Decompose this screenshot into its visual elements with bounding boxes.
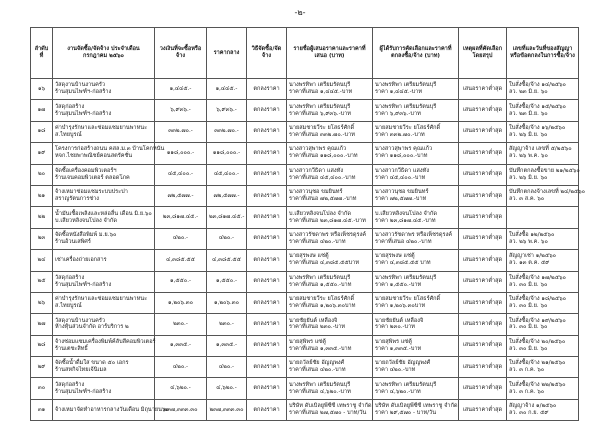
cell-no: ๒๕ [31, 271, 53, 292]
cell-item-line-2: ร้านเตชะสิทธิ์ [55, 345, 88, 352]
cell-bidder-line-1: นางสาวนุชอ ขมยินทร์ [289, 189, 343, 196]
cell-item-line-1: จ้างซ่อมแซมเครื่องพิมพ์ค์ลับสีคอมพิวเตอร์ [55, 338, 156, 345]
cell-contract [507, 207, 579, 228]
cell-winner [373, 121, 459, 142]
cell-item [53, 335, 155, 356]
cell-bidder-line-1: นายชัยยันต์ เหลืองจิ [289, 317, 338, 324]
cell-bidder-line-1: นายสมชายวีระ ยโสธร์ศักดิ์ [289, 124, 355, 131]
table-row [31, 399, 579, 420]
header-no: ลำดับที่ [31, 28, 53, 79]
cell-method: ตกลงราคา [247, 100, 287, 121]
cell-item [53, 185, 155, 206]
cell-bidder-line-2: ราคาที่เสนอ ๑,๓๓๕.-บาท [289, 345, 352, 352]
cell-reason: เสนอราคาต่ำสุด [459, 378, 507, 399]
cell-winner-line-2: ราคา ๔,๖๒๐.-บาท [375, 388, 421, 395]
cell-bidder-line-2: ราคาที่เสนอ ๔๒๐.-บาท [289, 238, 346, 245]
cell-contract [507, 314, 579, 335]
cell-bidder [287, 250, 373, 271]
cell-winner-line-2: ราคา ๑,๕๕๐.-บาท [375, 281, 422, 288]
cell-contract-line-2: ลว. ๓ ก.ค. ๖๐ [509, 388, 545, 395]
cell-item-line-2: ส.ไทยบูรณ์ [55, 303, 82, 310]
cell-contract-line-2: ลว. ๒๖ มิ.ย. ๖๐ [509, 174, 548, 181]
cell-item-line-1: วัสดุงานบ้านงานครัว [55, 82, 105, 89]
cell-contract-line-2: ลว. ๒๓ มิ.ย. ๖๐ [509, 110, 548, 117]
cell-item-line-2: สราญรัตนการช่าง [55, 196, 99, 203]
cell-winner-line-2: ราคา ๑,๔๔๕.-บาท [375, 89, 423, 96]
cell-bidder-line-1: นางพรทิพา เตรียมรัตนบุรี [289, 274, 351, 281]
cell-bidder [287, 164, 373, 185]
cell-bidder-line-1: นางพรทิพา เตรียมรัตนบุรี [289, 82, 351, 89]
cell-contract [507, 228, 579, 249]
cell-winner-line-1: นางสาวนุชอ ขมยินทร์ [375, 189, 429, 196]
cell-winner-line-2: ราคา ๑,๓๓๕.-บาท [375, 345, 422, 352]
cell-item-line-2: ร้านสุมนไพฑ์ฯ-ก่อสร้าง [55, 110, 112, 117]
cell-median-price: ๔,๓๘๕.๕๕ [207, 250, 247, 271]
cell-winner [373, 314, 459, 335]
header-row [31, 28, 579, 79]
cell-item-line-2: ร้านสุมนไพฑ์ฯ-ก่อสร้าง [55, 281, 112, 288]
cell-item-line-2: ร้านสุมนไพฑ์ฯ-ก่อสร้าง [55, 89, 112, 96]
cell-winner-line-1: นางพรทิพา เตรียมรัตนบุรี [375, 103, 437, 110]
cell-item [53, 271, 155, 292]
cell-contract [507, 143, 579, 164]
cell-contract-line-1: ใบสั่งซื้อ/จ้าง ๑๙/๒๕๖๐ [509, 317, 566, 324]
cell-budget: ๒๓๗,๓๓๓.๓๐ [155, 399, 207, 420]
cell-winner-line-2: ราคา ๒๓,๘๑๗.๔๕.-บาท [375, 217, 436, 224]
cell-winner-line-1: นายสุพิพร แซ่ตู้ [375, 338, 412, 345]
table-row [31, 250, 579, 271]
cell-method: ตกลงราคา [247, 228, 287, 249]
cell-winner-line-1: นางสาวสุพาพร คุณแก้ว [375, 146, 433, 153]
table-row [31, 335, 579, 356]
cell-item [53, 121, 155, 142]
cell-contract-line-1: ใบสั่งซื้อ/จ้าง ๑๕/๒๕๖๐ [509, 103, 566, 110]
cell-bidder-line-1: นางสาวกวีธิดา แสงทัง [289, 167, 344, 174]
cell-item [53, 164, 155, 185]
cell-item-line-1: วัสดุก่อสร้าง [55, 381, 85, 388]
cell-winner-line-1: นางพรทิพา เตรียมรัตนบุรี [375, 274, 437, 281]
cell-budget: ๒๓๐.- [155, 314, 207, 335]
cell-winner-line-1: นายชัยยันต์ เหลืองจิ [375, 317, 424, 324]
table-row [31, 207, 579, 228]
cell-contract [507, 399, 579, 420]
cell-item-line-1: น้ำมันเชื้อเพลิงและหล่อลื่น เดือน มิ.ย.๖๐ [55, 210, 152, 217]
cell-budget: ๔,๓๘๕.๕๕ [155, 250, 207, 271]
cell-no: ๒๔ [31, 250, 53, 271]
cell-winner-line-2: ราคา ๔,๓๘๕.๕๕ บาท [375, 260, 431, 267]
cell-bidder-line-1: บริษัท ดับเบิลยูพีซีซี เทพราชู จำกัด [289, 403, 372, 410]
cell-contract-line-2: ลว. ๓๐ มิ.ย. ๖๐ [509, 324, 548, 331]
cell-budget: ๔,๖๒๐.- [155, 378, 207, 399]
header-method: วิธีจัดซื้อ/จัดจ้าง [247, 28, 287, 79]
cell-no: ๒๙ [31, 357, 53, 378]
cell-method: ตกลงราคา [247, 164, 287, 185]
cell-winner [373, 164, 459, 185]
cell-budget: ๔๕,๔๐๐.- [155, 164, 207, 185]
cell-item-line-2: ห้างหุ้นส่วนจำกัด อาร์บริการ ๒ [55, 324, 129, 331]
cell-winner-line-2: ราคา ๓๓๒.๗๐.-บาท [375, 131, 425, 138]
cell-contract-line-1: ใบสั่งซื้อ/จ้าง ๒๑/๒๕๖๐ [509, 360, 566, 367]
header-budget: วงเงินที่จะซื้อหรือจ้าง [155, 28, 207, 79]
cell-reason: เสนอราคาต่ำสุด [459, 100, 507, 121]
cell-contract-line-2: ลว. ๓ ก.ค. ๖๐ [509, 367, 545, 374]
cell-method: ตกลงราคา [247, 335, 287, 356]
cell-winner [373, 100, 459, 121]
cell-item [53, 399, 169, 420]
cell-contract-line-2: ลว. ๓๐ มิ.ย. ๖๐ [509, 281, 548, 288]
cell-budget: ๒๓,๘๑๗.๔๕.- [155, 207, 207, 228]
cell-item [53, 79, 155, 100]
header-item: งานจัดซื้อ/จัดจ้าง ประจำเดือน กรกฎาคม ๒๕๖๐ [53, 28, 155, 79]
cell-item-line-2: หจก.ไชยพาพณิชย์คอนสตรัคชั่น [55, 153, 133, 160]
cell-winner [373, 399, 459, 420]
cell-bidder [287, 79, 373, 100]
cell-no: ๒๓ [31, 228, 53, 249]
cell-median-price: ๒๓๗,๓๓๓.๓๐ [207, 399, 247, 420]
cell-contract [507, 164, 579, 185]
cell-contract-line-2: ลว. ๓ ส.ค. ๖๐ [509, 196, 545, 203]
table-row [31, 143, 579, 164]
table-row [31, 292, 579, 313]
cell-contract-line-1: บันทึกตกลงจ้างเลขที่ ๒๔/๒๕๖๐ [509, 189, 586, 196]
cell-winner [373, 79, 459, 100]
cell-contract-line-1: ใบสั่งซื้อ ๑๒/๒๕๖๐ [509, 231, 555, 238]
cell-contract-line-2: ลว. ๒๖ พ.ค. ๖๐ [509, 238, 548, 245]
cell-contract [507, 335, 579, 356]
cell-no: ๑๗ [31, 100, 53, 121]
cell-winner [373, 335, 459, 356]
cell-bidder-line-2: ราคาที่เสนอ ๔,๓๘๕.๕๕บาท [289, 260, 360, 267]
cell-bidder [287, 143, 373, 164]
cell-winner-line-2: ราคา ๑,๒๐๖.๓๐บาท [375, 303, 426, 310]
cell-reason: เสนอราคาต่ำสุด [459, 207, 507, 228]
cell-no: ๑๘ [31, 121, 53, 142]
cell-contract-line-2: ลว. ๓๐ มิ.ย. ๖๐ [509, 345, 548, 352]
cell-reason: เสนอราคาต่ำสุด [459, 271, 507, 292]
cell-median-price: ๒๓๐.- [207, 314, 247, 335]
cell-item-line-1: จัดซื้อเครื่องคอมพิวเตอร์ฯ [55, 167, 117, 174]
cell-winner-line-1: นางสาวกวีธิดา แสงทัง [375, 167, 430, 174]
cell-median-price: ๗๒,๕๗๗.- [207, 185, 247, 206]
cell-bidder [287, 121, 373, 142]
cell-no: ๒๐ [31, 164, 53, 185]
cell-item-line-1: จัดซื้อน้ำดื่มใส ขนาด ๕๐ เอกร [55, 360, 129, 367]
cell-bidder-line-2: ราคาที่เสนอ ๓๓๒.๗๐.-บาท [289, 131, 355, 138]
cell-winner-line-2: ราคา ๔๕,๔๐๐.-บาท [375, 174, 426, 181]
cell-budget: ๑,๔๔๕.- [155, 79, 207, 100]
cell-method: ตกลงราคา [247, 250, 287, 271]
cell-winner [373, 207, 459, 228]
cell-item [53, 378, 155, 399]
cell-method: ตกลงราคา [247, 207, 287, 228]
cell-contract-line-2: ลว. ๓๐ มิ.ย. ๖๐ [509, 303, 548, 310]
cell-bidder [287, 378, 373, 399]
cell-item [53, 314, 155, 335]
cell-reason: เสนอราคาต่ำสุด [459, 314, 507, 335]
cell-budget: ๔๒๐.- [155, 228, 207, 249]
cell-item [53, 207, 155, 228]
table-row [31, 378, 579, 399]
cell-item-line-1: ค่าบำรุงรักษาและซ่อมแซมยานพาหนะ [55, 296, 148, 303]
cell-reason: เสนอราคาต่ำสุด [459, 143, 507, 164]
procurement-table [30, 27, 586, 421]
cell-bidder [287, 314, 373, 335]
cell-winner-line-2: ราคาที่เสนอ ๔๒๐.-บาท [375, 238, 432, 245]
cell-bidder [287, 100, 373, 121]
table-row [31, 164, 579, 185]
cell-median-price: ๑,๕๕๐.- [207, 271, 247, 292]
cell-contract-line-1: ใบสั่งซื้อ/จ้าง ๑๘/๒๕๖๐ [509, 296, 567, 303]
cell-contract [507, 271, 579, 292]
cell-budget: ๑,๒๐๖.๓๐ [155, 292, 207, 313]
cell-contract [507, 378, 579, 399]
cell-item [53, 250, 155, 271]
cell-budget: ๑,๓๓๕.- [155, 335, 207, 356]
cell-median-price: ๑,๔๔๕.- [207, 79, 247, 100]
table-row [31, 228, 579, 249]
cell-item-line-2: ร้านสุมนไพฑ์ฯ-ก่อสร้าง [55, 388, 112, 395]
cell-bidder-line-1: นายสุรพงษ แซ่ตู้ [289, 253, 329, 260]
cell-item-line-1: เช่าเครื่องถ่ายเอกสาร [55, 256, 107, 263]
cell-median-price: ๑๑๘,๐๐๐.- [207, 143, 247, 164]
header-reason: เหตุผลที่คัดเลือกโดยสรุป [459, 28, 507, 79]
cell-winner-line-1: นางสาวรัชดาพร หรือเพ็ชรดุรงค์ [375, 231, 452, 238]
cell-reason: เสนอราคาต่ำสุด [459, 292, 507, 313]
cell-item-line-2: บ.เสียวหลิงจนโปลง จำกัด [55, 217, 117, 224]
table-row [31, 271, 579, 292]
cell-item-line-1: วัสดุงานบ้านงานครัว [55, 317, 105, 324]
cell-no: ๒๗ [31, 314, 53, 335]
cell-median-price: ๔๕,๔๐๐.- [207, 164, 247, 185]
cell-method: ตกลงราคา [247, 378, 287, 399]
cell-no: ๒๘ [31, 335, 53, 356]
cell-reason: เสนอราคาต่ำสุด [459, 357, 507, 378]
header-bidders: รายชื่อผู้เสนอราคาและราคาที่เสนอ (บาท) [287, 28, 373, 79]
cell-contract [507, 121, 579, 142]
cell-method: ตกลงราคา [247, 185, 287, 206]
cell-median-price: ๑,๓๓๕.- [207, 335, 247, 356]
cell-reason: เสนอราคาต่ำสุด [459, 250, 507, 271]
cell-item-line-1: วัสดุก่อสร้าง [55, 274, 85, 281]
cell-winner-line-1: นายสุรพงษ แซ่ตู้ [375, 253, 415, 260]
cell-budget: ๔๒๐.- [155, 357, 207, 378]
cell-method: ตกลงราคา [247, 399, 287, 420]
cell-budget: ๓๓๒.๗๐.- [155, 121, 207, 142]
cell-bidder-line-1: นางสาวสุพาพร คุณแก้ว [289, 146, 347, 153]
cell-winner [373, 292, 459, 313]
cell-contract [507, 292, 579, 313]
cell-winner-line-1: บ.เสียวหลิงจนโปลง จำกัด [375, 210, 437, 217]
page-number: -๒- [294, 8, 306, 17]
cell-reason: เสนอราคาต่ำสุด [459, 79, 507, 100]
cell-no: ๒๑ [31, 185, 53, 206]
cell-item-line-2: ส.ไทยบูรณ์ [55, 131, 82, 138]
cell-winner [373, 143, 459, 164]
cell-contract-line-2: ลว. ๓๐ ก.ย. ๕๙ [509, 410, 549, 417]
cell-winner-line-1: นายถวัลย์ชัย อัญญพงศ์ [375, 360, 431, 367]
cell-method: ตกลงราคา [247, 79, 287, 100]
cell-winner-line-2: ราคา ๒๓๐.-บาท [375, 324, 415, 331]
cell-median-price: ๓๓๒.๗๐.- [207, 121, 247, 142]
cell-winner-line-2: ราคา ๗๒,๕๗๗.-บาท [375, 196, 427, 203]
cell-method: ตกลงราคา [247, 143, 287, 164]
cell-item-line-1: จ้างเหมาจัดทำอาหารกลางวันเดือน มิถุนายน๖๐ [55, 406, 169, 413]
cell-median-price: ๖,๙๓๖.- [207, 100, 247, 121]
cell-bidder-line-2: ราคาที่เสนอ ๔,๖๒๐.-บาท [289, 388, 351, 395]
cell-winner [373, 378, 459, 399]
cell-winner [373, 357, 459, 378]
cell-reason: เสนอราคาต่ำสุด [459, 121, 507, 142]
cell-winner-line-1: นางพรทิพา เตรียมรัตนบุรี [375, 381, 437, 388]
cell-bidder [287, 399, 373, 420]
cell-contract [507, 79, 579, 100]
cell-method: ตกลงราคา [247, 121, 287, 142]
table-row [31, 100, 579, 121]
cell-bidder [287, 292, 373, 313]
header-contract: เลขที่และวันที่ของสัญญาหรือข้อตกลงในการซื้อ/จ้าง [507, 28, 579, 79]
cell-median-price: ๑,๒๐๖.๓๐ [207, 292, 247, 313]
cell-contract-line-1: สัญญาเช่า ๑/๒๕๖๐ [509, 253, 557, 260]
cell-bidder-line-2: ราคาที่เสนอ ๒๗,๕๗๐ - บาท/วัน [289, 410, 367, 417]
table-row [31, 185, 579, 206]
cell-item-line-1: จัดซื้อหนังสือพิมพ์ ม.ย.๖๐ [55, 231, 117, 238]
cell-winner-line-1: นายสมชายวีระ ยโสธร์ศักดิ์ [375, 296, 441, 303]
cell-reason: เสนอราคาต่ำสุด [459, 164, 507, 185]
cell-bidder [287, 357, 373, 378]
cell-contract-line-1: ใบสั่งซื้อ/จ้าง ๑๖/๒๕๖๐ [509, 124, 566, 131]
cell-item [53, 100, 155, 121]
cell-bidder-line-2: ราคาที่เสนอ ๑,๔๔๕.-บาท [289, 89, 353, 96]
header-median-price: ราคากลาง [207, 28, 247, 79]
cell-bidder-line-1: นายสุพิพร แซ่ตู้ [289, 338, 326, 345]
cell-item [53, 357, 155, 378]
cell-winner-line-1: บริษัท ดับเบิลยูพีซีซี เทพราชู จำกัด [375, 403, 458, 410]
cell-winner-line-2: ราคา ๔๒๐.-บาท [375, 367, 416, 374]
cell-method: ตกลงราคา [247, 314, 287, 335]
cell-bidder-line-2: ราคาที่เสนอ ๑,๒๐๖.๓๐บาท [289, 303, 356, 310]
cell-bidder-line-2: ราคาที่เสนอ ๖,๙๓๖.-บาท [289, 110, 351, 117]
cell-median-price: ๔,๖๒๐.- [207, 378, 247, 399]
cell-winner [373, 228, 459, 249]
cell-no: ๒๖ [31, 292, 53, 313]
table-row [31, 357, 579, 378]
cell-method: ตกลงราคา [247, 292, 287, 313]
cell-reason: เสนอราคาต่ำสุด [459, 185, 507, 206]
cell-reason: เสนอราคาต่ำสุด [459, 399, 507, 420]
cell-bidder-line-2: ราคาที่เสนอ ๑,๕๕๐.-บาท [289, 281, 352, 288]
cell-bidder-line-2: ราคาที่เสนอ ๑๑๘,๐๐๐.-บาท [289, 153, 358, 160]
cell-item [53, 228, 155, 249]
table-row [31, 121, 579, 142]
cell-bidder-line-1: นางพรทิพา เตรียมรัตนบุรี [289, 381, 351, 388]
cell-median-price: ๒๓,๘๑๗.๔๕.- [207, 207, 247, 228]
table-row [31, 79, 579, 100]
cell-budget: ๑,๕๕๐.- [155, 271, 207, 292]
cell-item [53, 292, 155, 313]
cell-contract-line-1: สัญญาจ้าง เลขที่ ๕/๒๕๖๐ [509, 146, 572, 153]
cell-no: ๓๐ [31, 378, 53, 399]
cell-contract-line-2: ลว. ๒๖ พ.ค. ๖๐ [509, 153, 548, 160]
cell-bidder [287, 271, 373, 292]
cell-item-line-2: ร้านสหกิจไทยเจ้นิเมล [55, 367, 107, 374]
cell-contract-line-2: ลว. ๒๓ มิ.ย. ๖๐ [509, 89, 548, 96]
cell-budget: ๑๑๘,๐๐๐.- [155, 143, 207, 164]
cell-reason: เสนอราคาต่ำสุด [459, 228, 507, 249]
cell-median-price: ๔๒๐.- [207, 228, 247, 249]
cell-winner-line-2: ราคา ๖,๙๓๖.-บาท [375, 110, 421, 117]
cell-contract-line-1: ใบสั่งซื้อ/จ้าง ๒๒/๒๕๖๐ [509, 381, 566, 388]
cell-contract-line-1: บันทึกตกลงซื้อขาย ๒๑/๒๕๖๐ [509, 167, 580, 174]
cell-no: ๑๖ [31, 79, 53, 100]
cell-bidder-line-1: บ.เสียวหลิงจนโปลง จำกัด [289, 210, 351, 217]
cell-contract-line-2: ลว. ๒๖ มิ.ย. ๖๐ [509, 131, 548, 138]
cell-bidder-line-2: ราคาที่เสนอ ๒๓,๘๑๗.๔๕.-บาท [289, 217, 366, 224]
cell-item-line-2: ร้านเจนคอมพิวเตอร์ ตลอดโภค [55, 174, 130, 181]
header-winner: ผู้ได้รับการคัดเลือกและราคาที่ตกลงซื้อ/จ้าง (บาท) [373, 28, 459, 79]
cell-bidder-line-1: นางสาวรัชดาพร หรือเพ็ชรดุรงค์ [289, 231, 366, 238]
cell-bidder [287, 228, 373, 249]
cell-winner-line-2: ราคา ๒๙,๕๗๐ - บาท/วัน [375, 410, 437, 417]
cell-bidder [287, 185, 373, 206]
cell-bidder-line-2: ราคาที่เสนอ ๗๒,๕๗๗.-บาท [289, 196, 357, 203]
cell-bidder-line-2: ราคาที่เสนอ ๔๕,๔๐๐.-บาท [289, 174, 356, 181]
cell-contract-line-1: ใบสั่งซื้อ/จ้าง ๑๗/๒๕๖๐ [509, 274, 566, 281]
cell-bidder-line-1: นายสมชายวีระ ยโสธร์ศักดิ์ [289, 296, 355, 303]
cell-winner-line-1: นายสมชายวีระ ยโสธร์ศักดิ์ [375, 124, 441, 131]
cell-bidder [287, 207, 373, 228]
cell-winner-line-1: นางพรทิพา เตรียมรัตนบุรี [375, 82, 437, 89]
cell-contract [507, 100, 579, 121]
cell-method: ตกลงราคา [247, 271, 287, 292]
cell-contract-line-1: ใบสั่งซื้อ/จ้าง ๒๐/๒๕๖๐ [509, 338, 566, 345]
cell-item-line-1: วัสดุก่อสร้าง [55, 103, 85, 110]
cell-contract [507, 250, 579, 271]
cell-item [53, 143, 165, 164]
table-row [31, 314, 579, 335]
cell-item-line-1: โครงการก่อสร้างถนน คสล.ม.๓ บ้านโคกหนัน [55, 146, 165, 153]
cell-median-price: ๔๒๐.- [207, 357, 247, 378]
cell-bidder [287, 335, 373, 356]
cell-method: ตกลงราคา [247, 357, 287, 378]
cell-contract [507, 185, 586, 206]
cell-contract-line-2: ลว. ๑๓ ต.ค. ๕๙ [509, 260, 550, 267]
cell-item-line-1: ค่าบำรุงรักษาและซ่อมแซมยานพาหนะ [55, 124, 148, 131]
cell-contract [507, 357, 579, 378]
cell-reason: เสนอราคาต่ำสุด [459, 335, 507, 356]
cell-winner-line-2: ราคา ๑๑๘,๐๐๐.-บาท [375, 153, 428, 160]
cell-no: ๒๒ [31, 207, 53, 228]
cell-no: ๓๑ [31, 399, 53, 420]
cell-bidder-line-1: นายถวัลย์ชัย อัญญพงศ์ [289, 360, 345, 367]
cell-bidder-line-1: นางพรทิพา เตรียมรัตนบุรี [289, 103, 351, 110]
cell-contract-line-1: สัญญาจ้าง ๑/๒๕๖๐ [509, 403, 557, 410]
cell-bidder-line-2: ราคาที่เสนอ ๒๓๐.-บาท [289, 324, 346, 331]
cell-contract-line-1: ใบสั่งซื้อ/จ้าง ๑๔/๒๕๖๐ [509, 82, 566, 89]
cell-item-line-1: จ้างเหมาซ่อมแซมระบบประปา [55, 189, 128, 196]
cell-no: ๑๙ [31, 143, 53, 164]
cell-winner [373, 185, 459, 206]
cell-budget: ๖,๙๓๖.- [155, 100, 207, 121]
cell-budget: ๗๒,๕๗๗.- [155, 185, 207, 206]
cell-winner [373, 271, 459, 292]
cell-item-line-2: ร้านอ้วนเสพิศร์ [55, 238, 91, 245]
cell-bidder-line-2: ราคาที่เสนอ ๔๒๐.-บาท [289, 367, 346, 374]
cell-winner [373, 250, 459, 271]
